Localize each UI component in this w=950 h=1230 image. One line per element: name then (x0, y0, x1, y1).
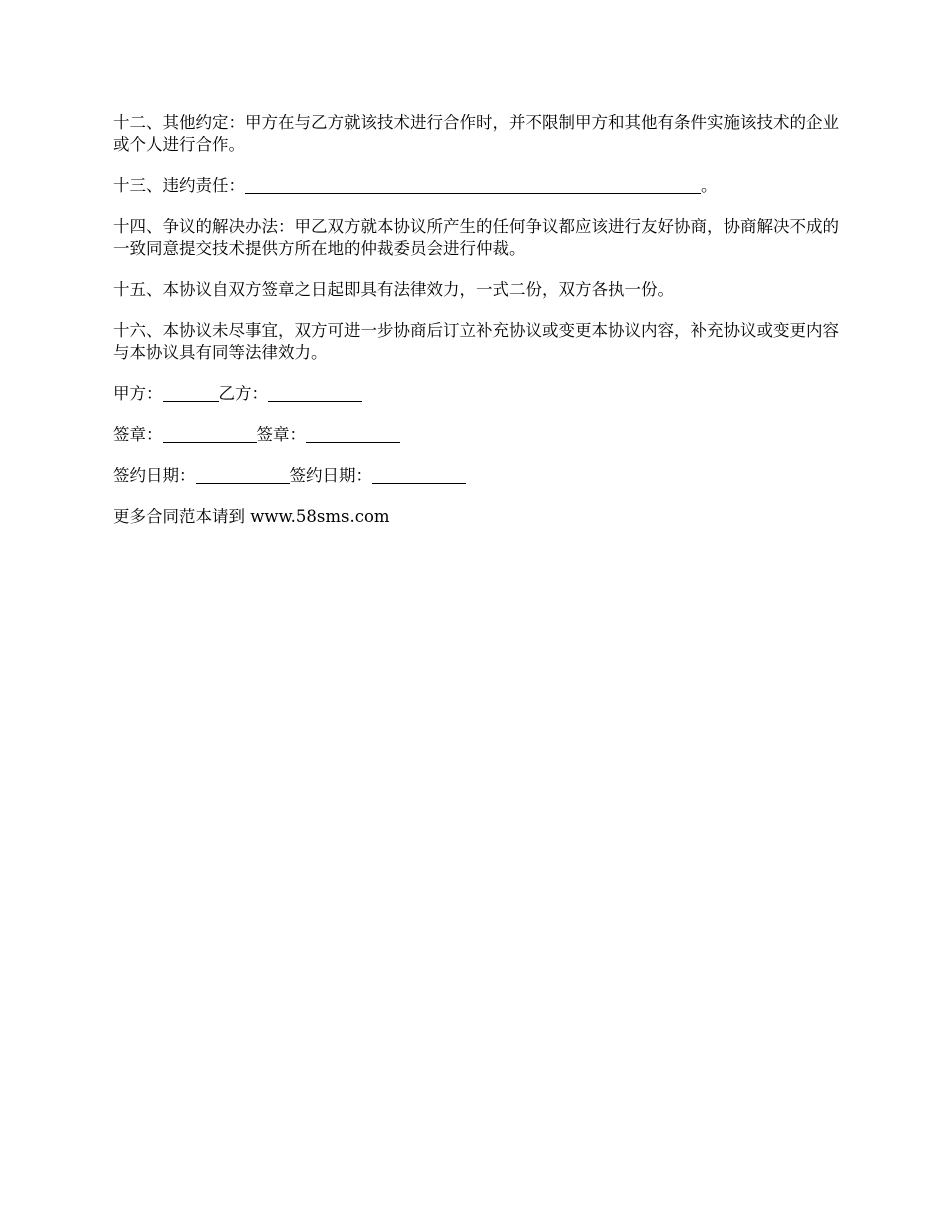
date-a-label: 签约日期： (113, 466, 196, 485)
seal-line (113, 424, 839, 446)
document-body (113, 112, 839, 547)
clause-13-end: 。 (701, 176, 718, 195)
clause-15: 十五、本协议自双方签章之日起即具有法律效力，一式二份，双方各执一份。 (113, 280, 674, 299)
breach-liability-blank[interactable] (245, 175, 701, 194)
seal-b-blank[interactable] (306, 424, 400, 443)
date-line (113, 465, 839, 487)
party-b-blank[interactable] (268, 383, 362, 402)
date-b-blank[interactable] (372, 465, 466, 484)
clause-16: 十六、本协议未尽事宜，双方可进一步协商后订立补充协议或变更本协议内容，补充协议或变更内容与本协议具有同等法律效力。 (113, 321, 839, 362)
date-a-blank[interactable] (196, 465, 290, 484)
clause-13-label: 十三、违约责任： (113, 176, 245, 195)
clause-13 (113, 175, 839, 197)
party-b-label: 乙方： (218, 384, 268, 403)
footer-link-text: 更多合同范本请到 www.58sms.com (113, 507, 390, 526)
seal-a-label: 签章： (113, 425, 163, 444)
party-a-blank[interactable] (163, 383, 219, 402)
date-b-label: 签约日期： (289, 466, 372, 485)
clause-14: 十四、争议的解决办法：甲乙双方就本协议所产生的任何争议都应该进行友好协商，协商解决不成的一致同意提交技术提供方所在地的仲裁委员会进行仲裁。 (113, 217, 839, 258)
party-a-label: 甲方： (113, 384, 163, 403)
seal-a-blank[interactable] (163, 424, 257, 443)
seal-b-label: 签章： (256, 425, 306, 444)
clause-12: 十二、其他约定：甲方在与乙方就该技术进行合作时，并不限制甲方和其他有条件实施该技术的企业或个人进行合作。 (113, 113, 839, 154)
parties-line (113, 383, 839, 405)
